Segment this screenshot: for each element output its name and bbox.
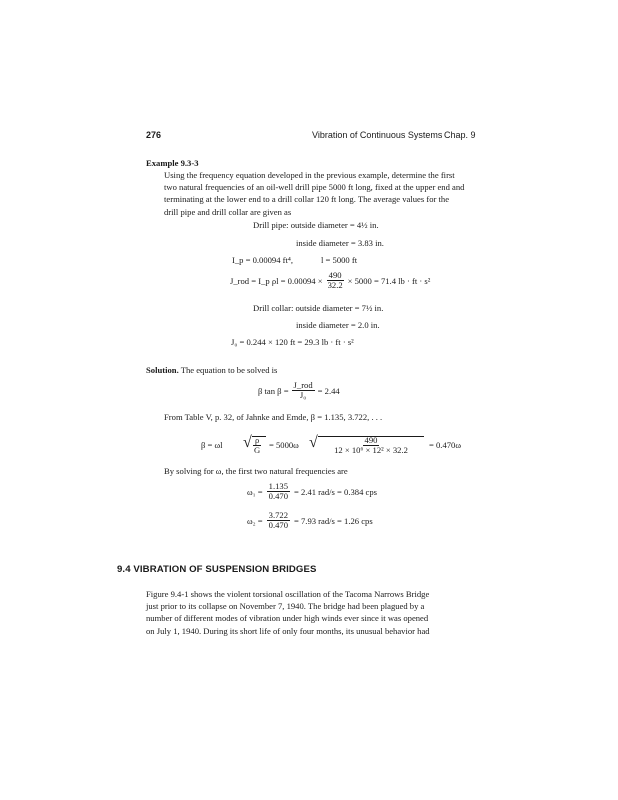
pipe-outside-diameter: Drill pipe: outside diameter = 4½ in. [253,220,379,230]
collar-inertia: J₀ = 0.244 × 120 ft = 29.3 lb · ft · s² [231,337,354,347]
example-line: two natural frequencies of an oil-well drill pipe 5000 ft long, fixed at the upper end and [164,182,465,193]
solve-text: By solving for ω, the first two natural frequencies are [164,466,348,476]
eq2-inner-fraction [252,436,262,455]
section-line: Figure 9.4-1 shows the violent torsional oscillation of the Tacoma Narrows Bridge [146,589,430,599]
section-line: on July 1, 1940. During its short life of only four months, its unusual behavior had [146,625,430,636]
omega2-equation [247,511,373,530]
jrod-lhs: J_rod = I_p ρl = 0.00094 × [230,275,323,286]
eq2-numerator: 490 [364,435,378,445]
chapter-label: Chap. 9 [444,130,476,140]
jrod-numerator: 490 [328,270,342,280]
eq2-rhs: = 0.470ω [429,440,461,450]
page-number: 276 [146,130,162,140]
solution-line [146,364,277,376]
w2-numerator: 3.722 [268,510,288,520]
section-heading: 9.4 VIBRATION OF SUSPENSION BRIDGES [117,564,317,575]
section-line: number of different modes of vibration under high winds ever since it was opened [146,613,429,624]
eq1-lhs: β tan β = [258,385,289,396]
w2-fraction [267,511,290,530]
w2-rhs: = 7.93 rad/s = 1.26 cps [294,515,373,526]
beta-equation [258,381,340,400]
eq2-denominator: 12 × 10⁶ × 12² × 32.2 [334,445,408,455]
eq2-inner-numerator: ρ [254,435,260,445]
sqrt-symbol-1: √ [243,434,252,451]
eq1-rhs: = 2.44 [317,385,340,396]
w1-lhs: ω₁ = [247,486,263,497]
omega1-equation [247,482,377,501]
eq2-lhs: β = ωl [201,440,223,450]
section-line: just prior to its collapse on November 7, 1940. The bridge had been plagued by a [146,601,425,612]
collar-outside-diameter: Drill collar: outside diameter = 7½ in. [253,303,384,313]
jrod-rhs: × 5000 = 71.4 lb · ft · s² [347,275,431,286]
example-label: Example 9.3-3 [146,158,199,168]
w1-fraction [267,482,290,501]
w1-rhs: = 2.41 rad/s = 0.384 cps [294,486,377,497]
jrod-fraction [326,271,345,290]
example-line: drill pipe and drill collar are given as [164,206,292,217]
eq1-denominator: J₀ [299,390,307,400]
example-paragraph [164,169,480,218]
running-title: Vibration of Continuous Systems [312,130,443,140]
w1-numerator: 1.135 [268,481,288,491]
solution-label: Solution. [146,365,179,375]
w2-denominator: 0.470 [268,520,288,530]
jrod-denominator: 32.2 [327,280,343,290]
pipe-length: l = 5000 ft [321,255,358,265]
section-paragraph [146,588,482,637]
example-line: terminating at the lower end to a drill collar 120 ft long. The average values for the [164,194,450,205]
w1-denominator: 0.470 [268,491,288,501]
table-reference: From Table V, p. 32, of Jahnke and Emde, β = 1.135, 3.722, . . . [164,412,383,422]
eq1-numerator: J_rod [293,380,313,390]
pipe-polar-moment: I_p = 0.00094 ft⁴, [232,255,294,265]
pipe-inside-diameter: inside diameter = 3.83 in. [296,238,384,248]
example-line: Using the frequency equation developed in the previous example, determine the first [164,170,455,180]
w2-lhs: ω₂ = [247,515,263,526]
eq2-fraction [319,436,423,455]
eq1-fraction [292,381,315,400]
pipe-jrod-equation [230,271,430,290]
collar-inside-diameter: inside diameter = 2.0 in. [296,320,380,330]
eq2-mid: = 5000ω [269,440,299,450]
eq2-inner-denominator: G [254,445,261,455]
beta-omega-equation [201,431,481,461]
solution-intro: The equation to be solved is [180,365,278,375]
sqrt-symbol-2: √ [309,434,318,451]
